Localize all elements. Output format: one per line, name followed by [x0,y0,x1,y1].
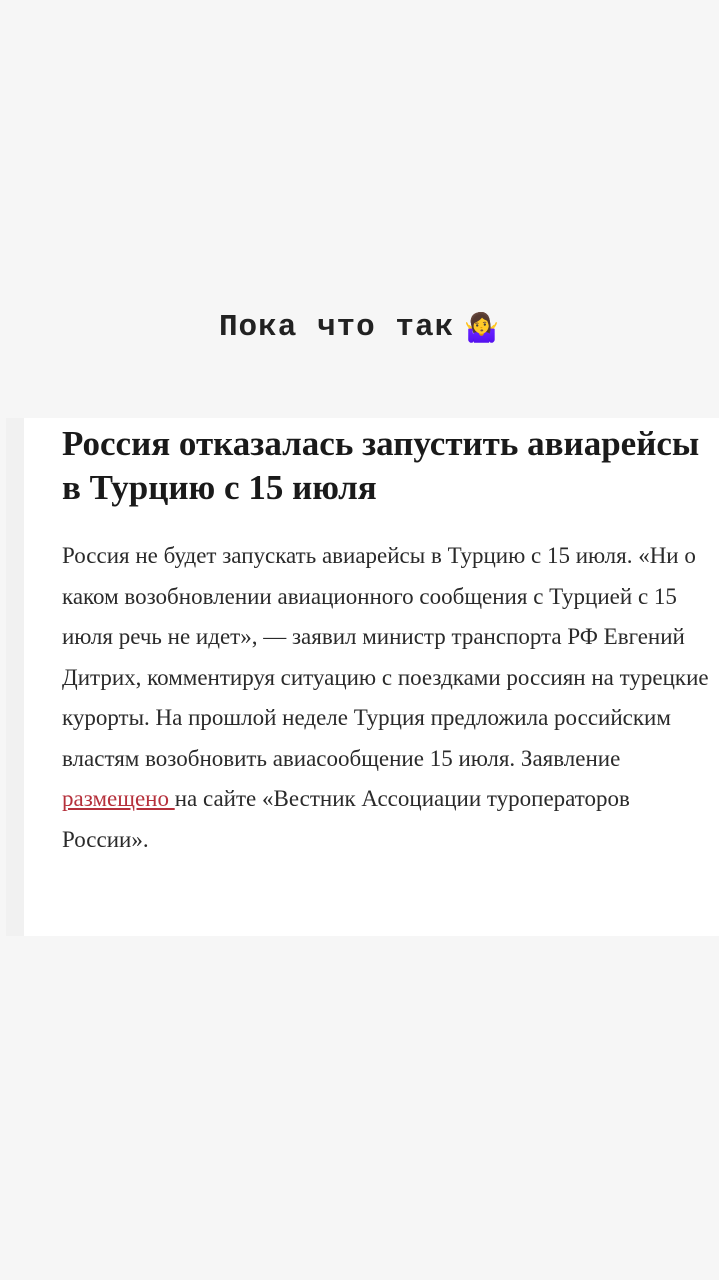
article-body-text-end: на сайте «Вестник Ассоциации туроператоров России». [62,786,630,852]
article-title: Россия отказалась запустить авиарейсы в Турцию с 15 июля [62,424,700,507]
source-link[interactable]: размещено [62,786,175,811]
caption-text: Пока что так [218,310,455,345]
article-body-text: Россия не будет запускать авиарейсы в Турцию с 15 июля. «Ни о каком возобновлении авиационного сообщения с Турцией с 15 июля речь не идет», — заявил министр транспорта РФ Евгений Дитрих, комментируя ситуацию с поездками россиян на турецкие курорты. На прошлой неделе Турция предложила российским властям возобновить авиасообщение 15 июля. Заявление [62,543,709,771]
shrug-emoji-icon: 🤷‍♀️ [464,311,501,344]
article-body [62,536,710,860]
story-caption [0,306,719,350]
article-screenshot [6,418,719,936]
